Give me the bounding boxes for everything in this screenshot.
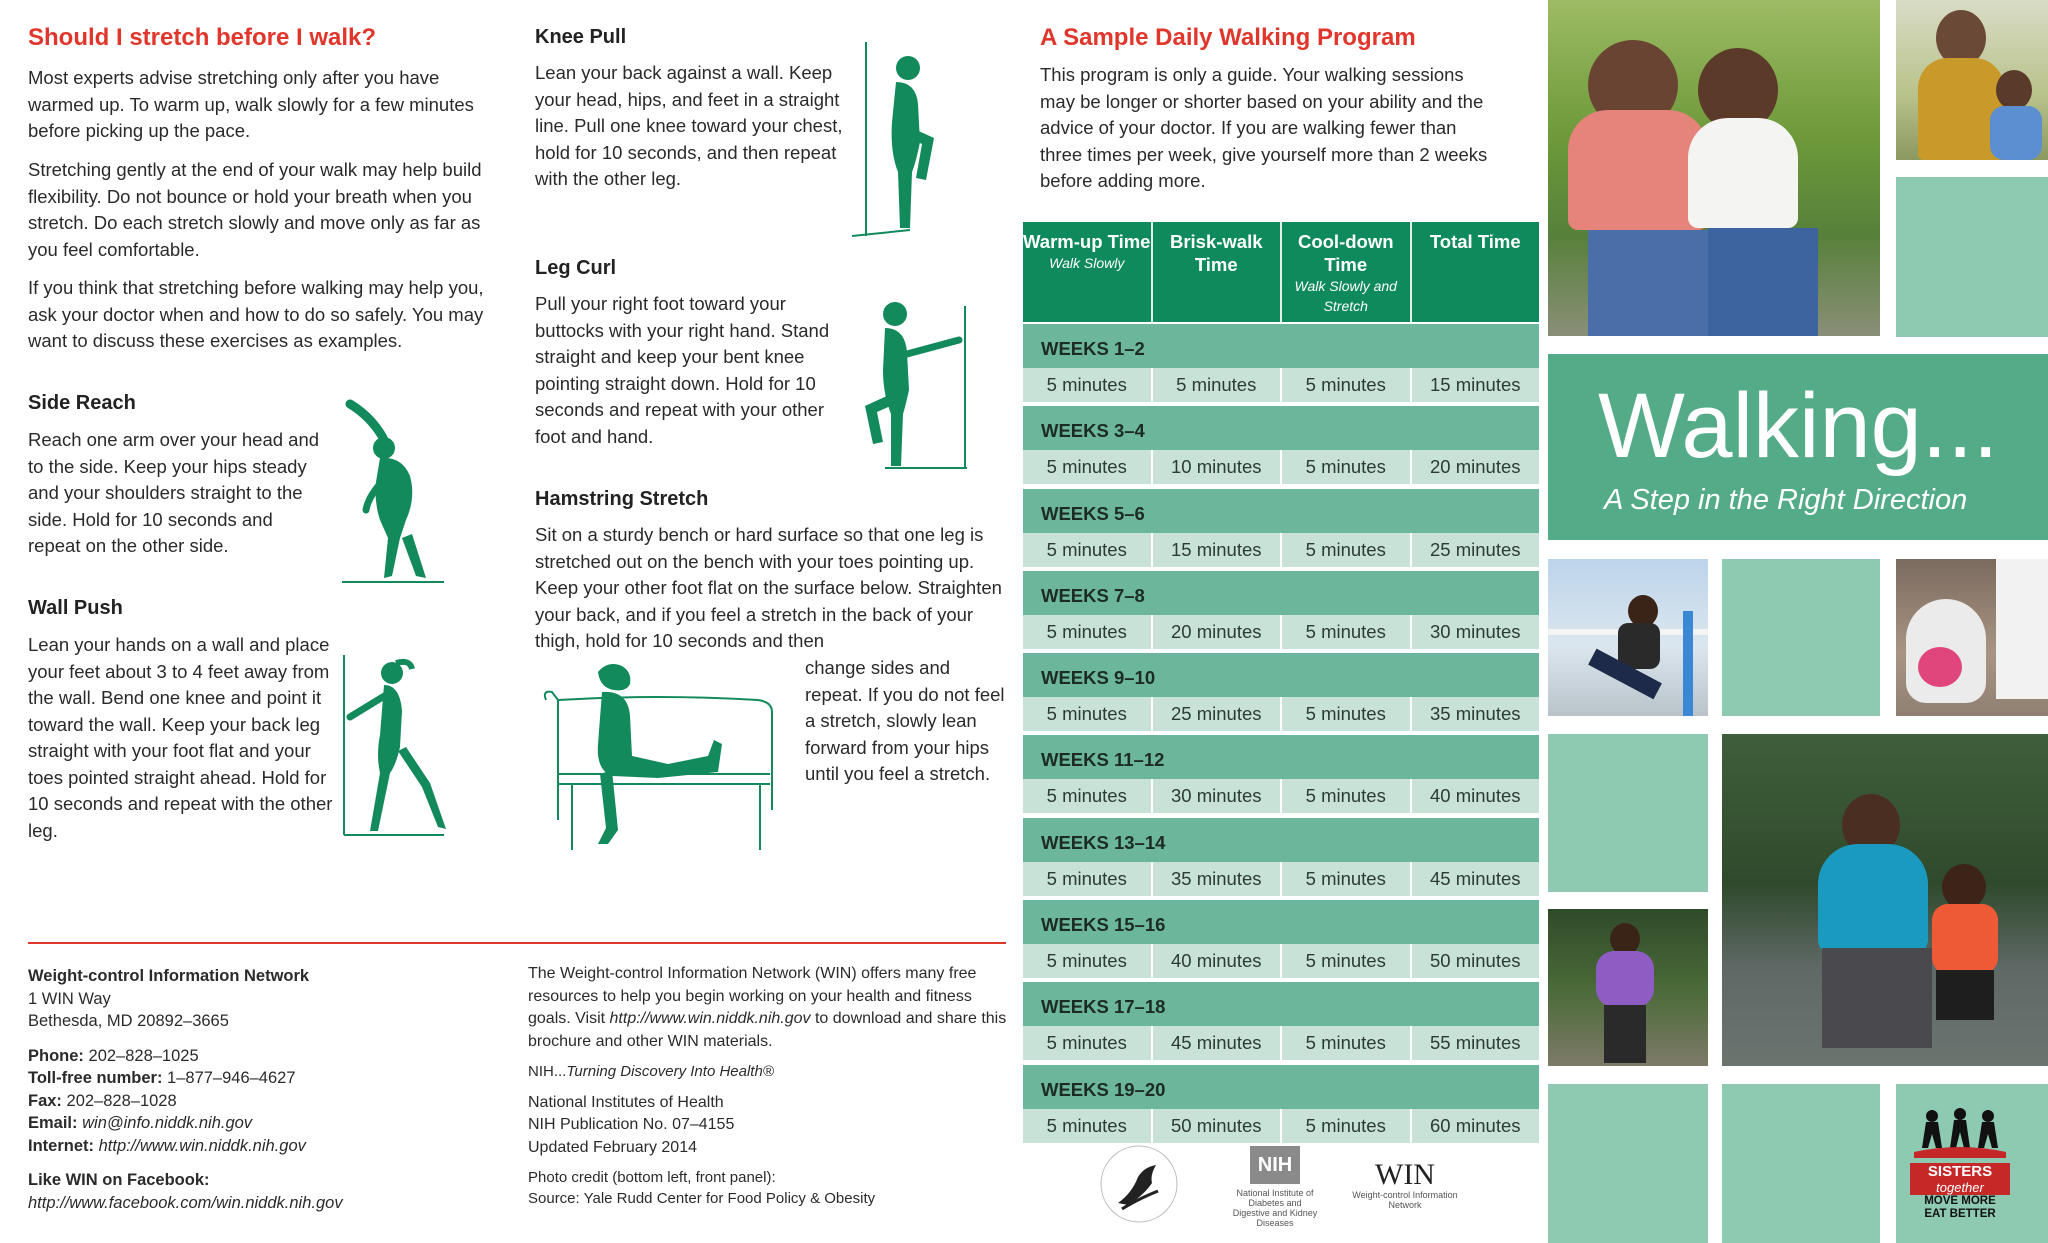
- header-total: [1412, 222, 1540, 322]
- table-cell: 5 minutes: [1282, 533, 1412, 567]
- week-label: WEEKS 17–18: [1023, 982, 1539, 1026]
- week-label: WEEKS 13–14: [1023, 818, 1539, 862]
- couple-walking-photo: [1548, 0, 1880, 336]
- table-cell: 25 minutes: [1430, 538, 1521, 560]
- week-label: WEEKS 15–16: [1023, 900, 1539, 944]
- table-cell: 45 minutes: [1153, 1026, 1283, 1060]
- win-mark: WIN: [1375, 1158, 1435, 1191]
- facebook-label: Like WIN on Facebook:: [28, 1171, 210, 1189]
- mother-son-photo: [1722, 734, 2048, 1066]
- knee-pull-title: Knee Pull: [535, 26, 627, 48]
- week-label: WEEKS 11–12: [1023, 735, 1539, 779]
- table-row: [1023, 368, 1539, 402]
- week-label: WEEKS 3–4: [1023, 406, 1539, 450]
- week-label: WEEKS 7–8: [1023, 571, 1539, 615]
- table-cell: 15 minutes: [1430, 374, 1521, 395]
- hamstring-illustration: [538, 660, 788, 860]
- table-cell: 20 minutes: [1430, 456, 1521, 478]
- nih-mark: NIH: [1250, 1146, 1300, 1184]
- table-cell: 15 minutes: [1153, 533, 1283, 567]
- phone-value: 202–828–1025: [88, 1046, 199, 1065]
- week-group: [1023, 900, 1539, 980]
- table-cell: 5 minutes: [1153, 368, 1283, 402]
- table-cell: 25 minutes: [1153, 697, 1283, 731]
- table-cell: 60 minutes: [1430, 1114, 1521, 1136]
- table-cell: 5 minutes: [1282, 1109, 1412, 1143]
- week-group: [1023, 489, 1539, 569]
- hamstring-body-top: Sit on a sturdy bench or hard surface so that one leg is stretched out on the bench with your toes pointing up. Keep your other foot flat on the surface below. Straighten your back, and if you feel a stretch in the back of your thigh, hold for 10 seconds and then: [535, 524, 1002, 651]
- together-word: together: [1910, 1181, 2010, 1195]
- table-cell: 5 minutes: [1023, 944, 1153, 978]
- cover-title: Walking...: [1598, 375, 1999, 477]
- hhs-seal-icon: [1098, 1143, 1180, 1225]
- table-cell: 5 minutes: [1282, 862, 1412, 896]
- address-line-1: 1 WIN Way: [28, 989, 111, 1008]
- tollfree-line: [28, 1067, 498, 1090]
- facebook-link[interactable]: http://www.facebook.com/win.niddk.nih.gov: [28, 1193, 343, 1212]
- updated-date: Updated February 2014: [528, 1138, 697, 1156]
- table-cell: 30 minutes: [1430, 620, 1521, 642]
- table-cell: 5 minutes: [1023, 862, 1153, 896]
- sisters-silhouettes-icon: [1910, 1108, 2010, 1158]
- win-logo: [1350, 1160, 1460, 1210]
- table-cell: 5 minutes: [1023, 533, 1153, 567]
- nih-tagline: [528, 1061, 1008, 1084]
- internet-line: [28, 1135, 498, 1158]
- table-cell: 5 minutes: [1282, 779, 1412, 813]
- table-cell: 5 minutes: [1282, 450, 1412, 484]
- internet-link[interactable]: http://www.win.niddk.nih.gov: [98, 1136, 306, 1155]
- woman-stretching-photo: [1548, 559, 1708, 716]
- phone-line: [28, 1045, 498, 1068]
- table-cell: 40 minutes: [1153, 944, 1283, 978]
- table-cell: 5 minutes: [1023, 1026, 1153, 1060]
- week-group: [1023, 818, 1539, 898]
- walking-program-table: [1023, 222, 1539, 1145]
- table-cell: 5 minutes: [1023, 368, 1153, 402]
- wall-push-illustration: [340, 655, 450, 840]
- nih-logo: [1230, 1146, 1320, 1228]
- woman-walking-park-photo: [1548, 909, 1708, 1066]
- table-cell: 30 minutes: [1153, 779, 1283, 813]
- leg-curl-title: Leg Curl: [535, 257, 617, 279]
- week-label: WEEKS 9–10: [1023, 653, 1539, 697]
- tollfree-value: 1–877–946–4627: [167, 1069, 296, 1087]
- week-label: WEEKS 1–2: [1023, 324, 1539, 368]
- table-cell: 5 minutes: [1023, 615, 1153, 649]
- table-cell: 5 minutes: [1282, 944, 1412, 978]
- fax-line: [28, 1090, 498, 1113]
- table-cell: 5 minutes: [1023, 450, 1153, 484]
- win-text-b: to download and share this brochure and other WIN materials.: [528, 1010, 1007, 1050]
- table-cell: 20 minutes: [1153, 615, 1283, 649]
- table-cell: 5 minutes: [1023, 697, 1153, 731]
- week-group: [1023, 735, 1539, 815]
- decorative-tile-5: [1722, 1084, 1880, 1243]
- table-cell: 5 minutes: [1282, 1026, 1412, 1060]
- grandmother-child-photo: [1896, 0, 2048, 160]
- leg-curl-body: Pull your right foot toward your buttocks with your right hand. Stand straight and keep your bent knee pointing straight down. Hold for 10 seconds and repeat with your other foot and hand.: [535, 293, 830, 447]
- week-group: [1023, 406, 1539, 486]
- knee-pull-body: Lean your back against a wall. Keep your head, hips, and feet in a straight line. Pull one knee toward your chest, hold for 10 seconds, and then repeat with the other leg.: [535, 62, 843, 189]
- side-reach-illustration: [340, 398, 450, 588]
- header-warmup-note: Walk Slowly: [1049, 255, 1125, 271]
- table-cell: 5 minutes: [1282, 368, 1412, 402]
- move-more-word: MOVE MORE: [1924, 1195, 1996, 1207]
- sisters-word: SISTERS: [1910, 1163, 2010, 1181]
- table-cell: 50 minutes: [1153, 1109, 1283, 1143]
- header-cooldown-title: Cool-down Time: [1297, 231, 1394, 275]
- knee-pull-illustration: [850, 42, 940, 242]
- email-label: Email:: [28, 1114, 78, 1132]
- table-cell: 35 minutes: [1153, 862, 1283, 896]
- week-group: [1023, 1065, 1539, 1145]
- header-cooldown: [1282, 222, 1412, 322]
- table-row: [1023, 697, 1539, 731]
- win-description: [528, 963, 1008, 1053]
- table-cell: 55 minutes: [1430, 1032, 1521, 1054]
- program-intro: This program is only a guide. Your walking sessions may be longer or shorter based on your ability and the advice of your doctor. If you are walking fewer than three times per week, give yourself more than 2 weeks before adding more.: [1040, 64, 1488, 191]
- table-cell: 50 minutes: [1430, 950, 1521, 972]
- decorative-tile-1: [1896, 177, 2048, 337]
- table-cell: 45 minutes: [1430, 867, 1521, 889]
- email-line: [28, 1112, 498, 1135]
- week-group: [1023, 571, 1539, 651]
- decorative-tile-2: [1722, 559, 1880, 716]
- header-warmup: [1023, 222, 1153, 322]
- header-brisk: [1153, 222, 1283, 322]
- table-header-row: [1023, 222, 1539, 322]
- table-row: [1023, 450, 1539, 484]
- footer-divider: [28, 942, 1006, 944]
- email-link[interactable]: win@info.niddk.nih.gov: [82, 1114, 253, 1132]
- nih-sub: National Institute of Diabetes and Digestive and Kidney Diseases: [1232, 1188, 1318, 1228]
- table-cell: 35 minutes: [1430, 703, 1521, 725]
- table-row: [1023, 533, 1539, 567]
- header-brisk-title: Brisk-walk Time: [1169, 231, 1263, 275]
- contact-block: [28, 965, 498, 1214]
- stretch-para-2: Stretching gently at the end of your walk may help build flexibility. Do not bounce or hold your breath when you stretch. Do each stretch slowly and move only as far as you feel comfortable.: [28, 159, 482, 260]
- table-cell: 40 minutes: [1430, 785, 1521, 807]
- phone-label: Phone:: [28, 1046, 84, 1065]
- sisters-together-logo: [1910, 1108, 2010, 1230]
- week-group: [1023, 653, 1539, 733]
- table-row: [1023, 862, 1539, 896]
- week-group: [1023, 982, 1539, 1062]
- table-cell: 5 minutes: [1023, 779, 1153, 813]
- eat-better-word: EAT BETTER: [1924, 1208, 1996, 1220]
- photo-credit-1: Photo credit (bottom left, front panel):: [528, 1169, 776, 1186]
- program-heading: A Sample Daily Walking Program: [1040, 24, 1416, 51]
- header-warmup-title: Warm-up Time: [1023, 231, 1151, 252]
- table-row: [1023, 779, 1539, 813]
- table-cell: 10 minutes: [1153, 450, 1283, 484]
- nih-name: National Institutes of Health: [528, 1093, 724, 1111]
- nih-tagline-text: Turning Discovery Into Health®: [566, 1063, 774, 1080]
- photo-credit-2: Source: Yale Rudd Center for Food Policy & Obesity: [528, 1190, 876, 1207]
- side-reach-body: Reach one arm over your head and to the side. Keep your hips steady and your shoulders straight to the side. Hold for 10 seconds and repeat on the other side.: [28, 429, 320, 556]
- week-label: WEEKS 5–6: [1023, 489, 1539, 533]
- cover-subtitle: A Step in the Right Direction: [1604, 484, 1968, 516]
- stretch-para-1: Most experts advise stretching only after you have warmed up. To warm up, walk slowly for a few minutes before picking up the pace.: [28, 67, 474, 141]
- fax-label: Fax:: [28, 1091, 62, 1110]
- decorative-tile-4: [1548, 1084, 1708, 1243]
- table-row: [1023, 615, 1539, 649]
- side-reach-title: Side Reach: [28, 392, 136, 414]
- header-total-title: Total Time: [1429, 231, 1521, 252]
- table-cell: 5 minutes: [1282, 615, 1412, 649]
- win-info-block: [528, 963, 1008, 1209]
- table-row: [1023, 1109, 1539, 1143]
- cover-title-banner: [1548, 354, 2048, 540]
- header-cooldown-note: Walk Slowly and Stretch: [1294, 278, 1397, 314]
- wall-push-body: Lean your hands on a wall and place your feet about 3 to 4 feet away from the wall. Bend one knee and point it toward the wall. Keep your back leg straight with your foot flat and your toes pointed straight ahead. Hold for 10 seconds and repeat with the other leg.: [28, 634, 333, 841]
- stretch-para-3: If you think that stretching before walking may help you, ask your doctor when and how to do so safely. You may want to discuss these exercises as examples.: [28, 277, 484, 351]
- publication-number: NIH Publication No. 07–4155: [528, 1116, 735, 1133]
- internet-label: Internet:: [28, 1136, 94, 1155]
- hamstring-body-bottom: change sides and repeat. If you do not feel a stretch, slowly lean forward from your hips until you feel a stretch.: [805, 657, 1005, 784]
- week-label: WEEKS 19–20: [1023, 1065, 1539, 1109]
- stretch-heading: Should I stretch before I walk?: [28, 24, 377, 51]
- leg-curl-illustration: [855, 294, 970, 474]
- running-shoes-photo: [1896, 559, 2048, 716]
- tollfree-label: Toll-free number:: [28, 1069, 163, 1087]
- table-cell: 5 minutes: [1023, 1109, 1153, 1143]
- org-name: Weight-control Information Network: [28, 967, 310, 985]
- hamstring-title: Hamstring Stretch: [535, 488, 709, 510]
- table-cell: 5 minutes: [1282, 697, 1412, 731]
- decorative-tile-3: [1548, 734, 1708, 892]
- fax-value: 202–828–1028: [66, 1091, 177, 1110]
- address-line-2: Bethesda, MD 20892–3665: [28, 1012, 229, 1030]
- nih-prefix: NIH...: [528, 1063, 567, 1080]
- week-group: [1023, 324, 1539, 404]
- wall-push-title: Wall Push: [28, 597, 123, 619]
- weeks-body: [1023, 324, 1539, 1145]
- table-row: [1023, 944, 1539, 978]
- win-text-a: The Weight-control Information Network (WIN) offers many free resources to help you begin working on your health and fitness goals. Visit: [528, 965, 977, 1027]
- win-site-link[interactable]: http://www.win.niddk.nih.gov: [609, 1010, 811, 1027]
- win-sub: Weight-control Information Network: [1352, 1190, 1458, 1210]
- table-row: [1023, 1026, 1539, 1060]
